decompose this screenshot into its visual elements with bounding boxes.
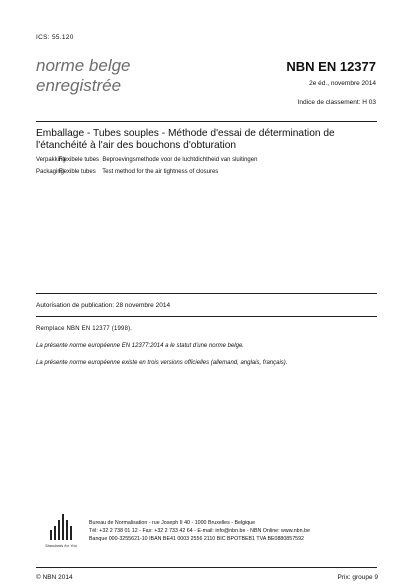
title-french: Emballage - Tubes souples - Méthode d'essai de détermination de l'étanchéité à l'air des bouchons d'obturation <box>36 128 335 151</box>
brand-line-1: norme belge <box>36 56 131 75</box>
top-divider <box>36 121 377 122</box>
price-group: Prix: groupe 9 <box>337 574 378 581</box>
ics-code: ICS: 55.120 <box>36 34 74 41</box>
replaces-note: Remplace NBN EN 12377 (1998). <box>36 326 133 332</box>
title-dutch <box>36 157 257 163</box>
classification-index: Indice de classement: H 03 <box>297 99 376 106</box>
bureau-line-2: Tél: +32 2 738 01 12 - Fax: +32 2 733 42 64 - E-mail: info@nbn.be - NBN Online: www.nbn.be <box>89 528 310 534</box>
edition-date: 2e éd., novembre 2014 <box>309 80 376 87</box>
title-dutch-text: Beproevingsmethode voor de luchtdichtheid van sluitingen <box>102 157 258 163</box>
bureau-line-3: Banque 000-3255621-10 IBAN BE41 0003 2556 2110 BIC BPOTBEB1 TVA BE0880857592 <box>89 536 304 542</box>
title-dutch-sub: Flexibele tubes <box>58 157 100 163</box>
logo-caption: Standards for You <box>45 543 77 548</box>
title-english-domain: Packaging <box>36 169 65 175</box>
brand-title <box>36 56 131 96</box>
status-note-2: La présente norme européenne existe en trois versions officielles (allemand, anglais, français). <box>36 360 288 366</box>
middle-divider-2 <box>36 316 377 317</box>
standard-number: NBN EN 12377 <box>286 59 376 74</box>
title-english-text: Test method for the air tightness of closures <box>102 169 219 175</box>
brand-line-2: enregistrée <box>36 76 122 95</box>
status-note-1: La présente norme européenne EN 12377:2014 a le statut d'une norme belge. <box>36 343 244 349</box>
footer-divider <box>36 567 377 568</box>
publication-authorisation: Autorisation de publication: 28 novembre 2014 <box>36 302 171 309</box>
middle-divider <box>36 293 377 294</box>
copyright: © NBN 2014 <box>36 574 73 581</box>
bureau-line-1: Bureau de Normalisation - rue Joseph II 40 - 1000 Bruxelles - Belgique <box>89 520 256 526</box>
title-english <box>36 169 218 175</box>
title-dutch-domain: Verpakking <box>36 157 66 163</box>
title-english-sub: Flexible tubes <box>58 169 96 175</box>
